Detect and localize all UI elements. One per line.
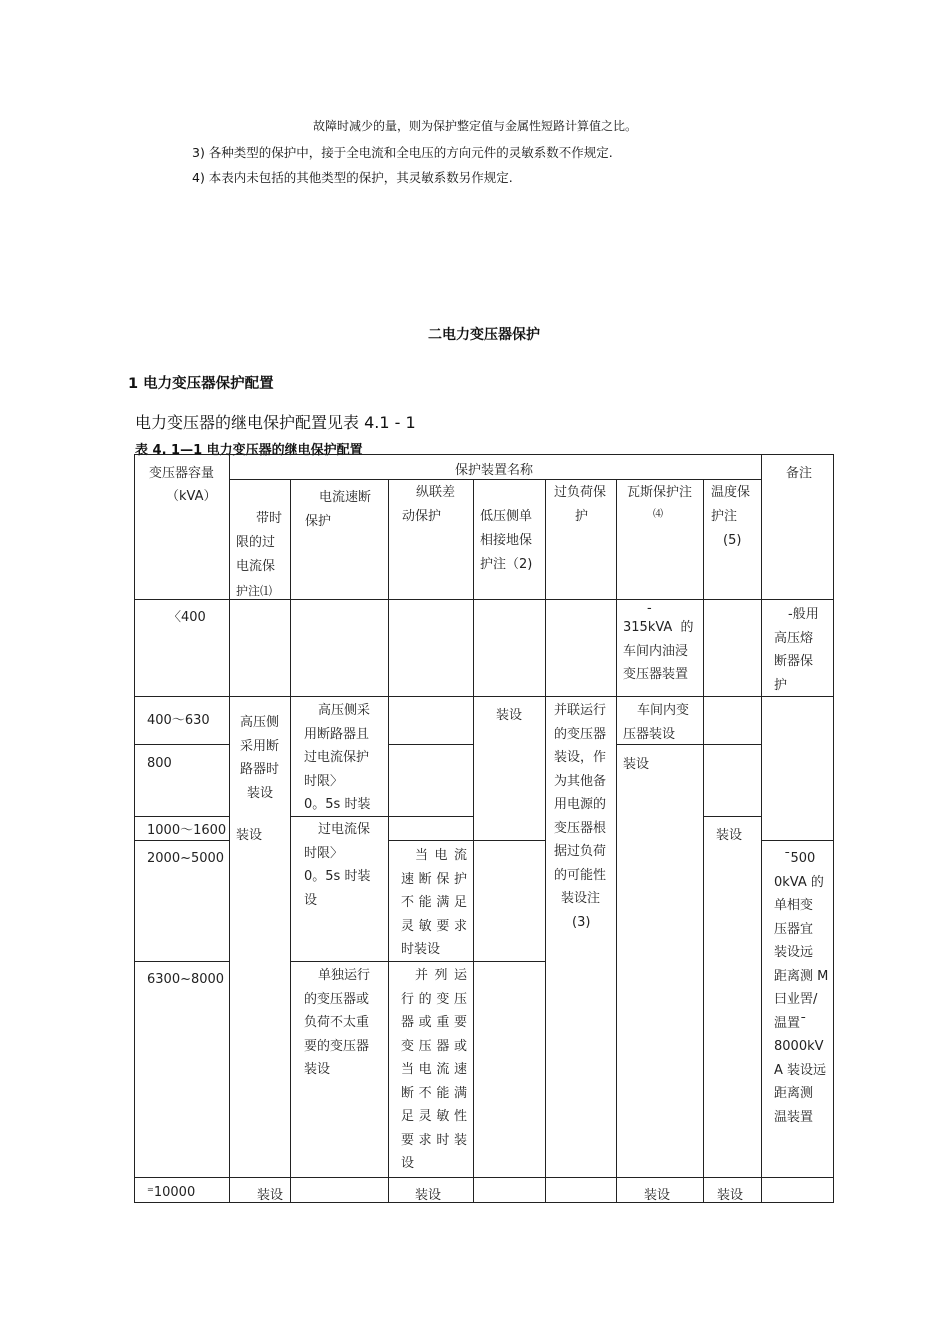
row-label-400: 〈400 — [168, 610, 206, 625]
gas-cell-r7: 装设 — [644, 1188, 671, 1203]
header-protection-group: 保护装置名称 — [455, 463, 534, 478]
note-line-1: 故障时减少的量，则为保护整定值与金属性短路计算值之比。 — [313, 119, 638, 133]
differential-cell-r6: 并 列 运 行 的 变 压 器 或 重 要 变 压 器 或 当 电 流 速 断 不 能 满 足 灵 敏 性 要 求 时 装 设 — [401, 968, 467, 1171]
quickbreak-cell-r4: 过电流保 时限〉 0。5s 时装 设 — [304, 822, 371, 908]
row-label-6300-8000: 6300~8000 — [147, 972, 225, 987]
overload-cell-r2: 并联运行 的变压器 装设，作 为其他备 用电源的 变压器根 据过负荷 的可能性 装设注 (3) — [554, 703, 607, 930]
row-label-10000: ⁼10000 — [147, 1185, 196, 1200]
table-caption: 表 4. 1—1 电力变压器的继电保护配置 — [135, 443, 363, 458]
header-gas: 瓦斯保护注 ⑷ — [627, 485, 693, 520]
header-temperature: 温度保 护注 (5) — [711, 485, 751, 548]
row-label-2000-5000: 2000~5000 — [147, 851, 225, 866]
temperature-cell-r7: 装设 — [717, 1188, 744, 1203]
differential-cell-r5: 当 电 流 速 断 保 护 不 能 满 足 灵 敏 要 求 时装设 — [401, 848, 467, 957]
row-label-800: 800 — [147, 756, 172, 771]
gas-cell-r3: 装设 — [623, 757, 650, 772]
row-label-400-630: 400〜630 — [147, 713, 210, 728]
section-title: 二电力变压器保护 — [428, 327, 540, 343]
overcurrent-cell-r7: 装设 — [257, 1188, 284, 1203]
intro-text: 电力变压器的继电保护配置见表 4.1 - 1 — [135, 413, 416, 432]
header-overcurrent: 带时 限的过 电流保 护注⑴ — [236, 511, 283, 598]
overcurrent-cell-r2: 高压侧 采用断 路器时 装设 — [240, 715, 280, 801]
header-differential: 纵联差 动保护 — [402, 485, 456, 524]
note-line-2: 3) 各种类型的保护中，接于全电流和全电压的方向元件的灵敏系数不作规定. — [192, 145, 613, 160]
header-lowground: 低压侧单 相接地保 护注（2) — [480, 509, 533, 572]
overcurrent-cell-r4: 装设 — [236, 828, 263, 843]
temperature-cell-r4: 装设 — [716, 828, 743, 843]
header-overload: 过负荷保 护 — [554, 485, 607, 524]
remark-cell-r5: ˉ500 0kVA 的 单相变 压器宜 装设远 距离测 M 曰业罟/ 温置ˉ 8000kV A 装设远 距离测 温装置 — [774, 851, 829, 1125]
differential-cell-r7: 装设 — [415, 1188, 442, 1203]
note-line-3: 4) 本表内未包括的其他类型的保护，其灵敏系数另作规定. — [192, 170, 513, 185]
gas-cell-r2: 车间内变 压器装设 — [623, 703, 690, 742]
remark-cell-r1: -般用 高压熔 断器保 护 — [774, 607, 819, 693]
lowground-cell-r2: 装设 — [496, 708, 523, 723]
header-quickbreak: 电流速断 保护 — [305, 490, 372, 529]
header-capacity: 变压器容量 （kVA） — [149, 466, 217, 504]
quickbreak-cell-r2: 高压侧采 用断路器且 过电流保护 时限〉 0。5s 时装 — [304, 703, 371, 812]
row-label-1000-1600: 1000〜1600 — [147, 823, 227, 838]
gas-cell-r1: - 315kVA 的 车间内油浸 变压器装置 — [623, 601, 694, 682]
subsection-title: 1 电力变压器保护配置 — [128, 376, 274, 392]
header-remark: 备注 — [786, 466, 813, 481]
quickbreak-cell-r6: 单独运行 的变压器或 负荷不太重 要的变压器 装设 — [304, 968, 371, 1077]
